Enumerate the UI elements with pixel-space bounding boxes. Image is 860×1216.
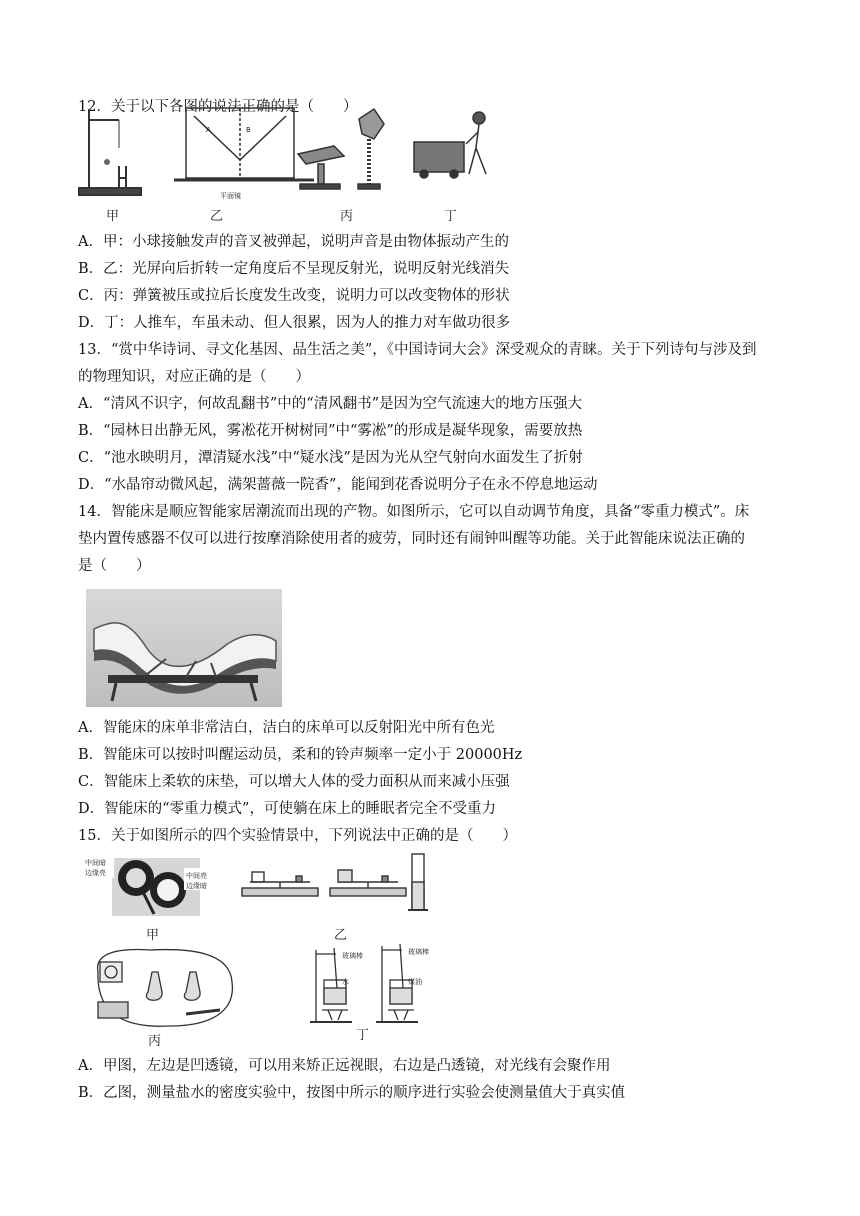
q13-option-b: B．“园林日出静无风，雾凇花开树树同”中“雾凇”的形成是凝华现象，需要放热 [78, 423, 583, 439]
q12-caption-bing: 丙 [340, 209, 354, 224]
fig15-bing-circuit [90, 942, 240, 1032]
q15-stem: 15．关于如图所示的四个实验情景中，下列说法中正确的是（ ） [78, 828, 517, 844]
q15-caption-ding: 丁 [356, 1028, 370, 1043]
label-rod-2: 玻璃棒 [408, 948, 429, 956]
lens-left-label-2: 边缘亮 [85, 869, 106, 877]
fig-label-b: B [246, 126, 251, 134]
fig15-yi-balances [240, 852, 436, 916]
fig-jia-tuning-fork [79, 109, 141, 195]
fig-label-a: A [206, 126, 211, 134]
q15-option-b: B．乙图，测量盐水的密度实验中，按图中所示的顺序进行实验会使测量值大于真实值 [78, 1085, 626, 1101]
q14-option-d: D．智能床的“零重力模式”，可使躺在床上的睡眠者完全不受重力 [78, 801, 496, 817]
q14-option-b: B．智能床可以按时叫醒运动员，柔和的铃声频率一定小于 20000Hz [78, 747, 523, 763]
q12-caption-jia: 甲 [106, 209, 120, 224]
label-rod-1: 玻璃棒 [342, 952, 363, 960]
q12-caption-yi: 乙 [210, 209, 224, 224]
fig-bing-springs [298, 109, 384, 189]
q14-stem-line3: 是（ ） [78, 558, 151, 574]
q14-stem-line1: 14．智能床是顺应智能家居潮流而出现的产物。如图所示，它可以自动调节角度，具备“零重力模式”。床 [78, 504, 750, 520]
q15-caption-jia: 甲 [146, 928, 160, 943]
q14-option-a: A．智能床的床单非常洁白，洁白的床单可以反射阳光中所有色光 [78, 720, 495, 736]
q13-stem-line1: 13．“赏中华诗词、寻文化基因、品生活之美”，《中国诗词大会》深受观众的青睐。关于下列诗句与涉及到 [78, 342, 757, 358]
q12-caption-ding: 丁 [444, 209, 458, 224]
q12-option-b: B．乙：光屏向后折转一定角度后不呈现反射光，说明反射光线消失 [78, 261, 510, 277]
lens-left-label-1: 中间暗 [85, 859, 106, 867]
fig15-jia-lenses [84, 854, 234, 920]
label-oil: 煤油 [408, 978, 422, 986]
q13-option-c: C．“池水映明月，潭清疑水浅”中“疑水浅”是因为光从空气射向水面发生了折射 [78, 450, 583, 466]
fig-ding-push-cart [414, 112, 486, 178]
q15-option-a: A．甲图，左边是凹透镜，可以用来矫正远视眼，右边是凸透镜，对光线有会聚作用 [78, 1058, 611, 1074]
q12-option-a: A．甲：小球接触发声的音叉被弹起，说明声音是由物体振动产生的 [78, 234, 509, 250]
q13-option-d: D．“水晶帘动微风起，满架蔷薇一院香”，能闻到花香说明分子在永不停息地运动 [78, 477, 598, 493]
q12-option-c: C．丙：弹簧被压或拉后长度发生改变，说明力可以改变物体的形状 [78, 288, 510, 304]
label-water: 水 [342, 978, 349, 986]
q12-stem: 12．关于以下各图的说法正确的是（ ） [78, 99, 358, 115]
fig-yi-reflection [174, 108, 314, 200]
q12-option-d: D．丁：人推车，车虽未动、但人很累，因为人的推力对车做功很多 [78, 315, 511, 331]
smart-bed-photo [86, 589, 282, 707]
q14-option-c: C．智能床上柔软的床垫，可以增大人体的受力面积从而来减小压强 [78, 774, 510, 790]
lens-right-label-1: 中间亮 [186, 872, 207, 880]
fig15-ding-beakers [306, 940, 436, 1030]
lens-right-label-2: 边缘暗 [186, 882, 207, 890]
q13-stem-line2: 的物理知识，对应正确的是（ ） [78, 369, 310, 385]
q15-caption-yi: 乙 [334, 928, 348, 943]
fig-label-mirror: 平面镜 [220, 192, 241, 200]
q15-caption-bing: 丙 [148, 1034, 162, 1049]
q12-figures [74, 104, 514, 204]
q14-stem-line2: 垫内置传感器不仅可以进行按摩消除使用者的疲劳，同时还有闹钟叫醒等功能。关于此智能床说法正确的 [78, 531, 745, 547]
q13-option-a: A．“清风不识字，何故乱翻书”中的“清风翻书”是因为空气流速大的地方压强大 [78, 396, 583, 412]
